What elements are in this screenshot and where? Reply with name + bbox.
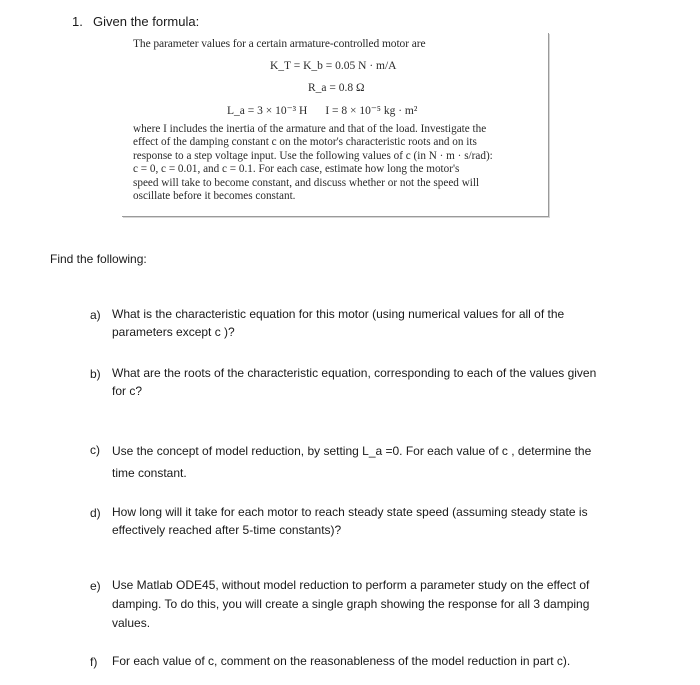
excerpt-line: where I includes the inertia of the armature and that of the load. Investigate the (133, 123, 487, 135)
excerpt-intro: The parameter values for a certain armature-controlled motor are (133, 38, 426, 50)
question-e-text (112, 576, 632, 633)
question-line: for c? (112, 384, 143, 398)
question-line: parameters except c )? (112, 325, 235, 339)
problem-number: 1. (72, 14, 83, 29)
question-d-text (112, 503, 632, 539)
question-line: For each value of c, comment on the reasonableness of the model reduction in part c). (112, 654, 571, 668)
excerpt-line: oscillate before it becomes constant. (133, 190, 296, 203)
question-line: effectively reached after 5-time constants)? (112, 523, 342, 537)
question-a-text (112, 305, 632, 341)
equation-resistance: R_a = 0.8 Ω (308, 82, 365, 94)
question-f-label: f) (90, 655, 98, 669)
equation-inertia: I = 8 × 10⁻⁵ kg · m² (325, 105, 418, 117)
question-c-text (112, 440, 632, 484)
question-f-text (112, 652, 632, 670)
question-line: What is the characteristic equation for this motor (using numerical values for all of the (112, 307, 565, 321)
equation-torque-constant: K_T = K_b = 0.05 N · m/A (270, 60, 397, 72)
excerpt-line: effect of the damping constant c on the motor's characteristic roots and on its (133, 136, 477, 149)
textbook-excerpt (122, 33, 549, 217)
question-line: How long will it take for each motor to reach steady state speed (assuming steady state is (112, 505, 588, 519)
excerpt-line: c = 0, c = 0.01, and c = 0.1. For each case, estimate how long the motor's (133, 163, 460, 176)
question-line: time constant. (112, 466, 187, 480)
find-heading: Find the following: (50, 252, 147, 266)
equation-inductance: L_a = 3 × 10⁻³ H (227, 105, 308, 117)
question-d-label: d) (90, 506, 101, 520)
equation-inductance-inertia (227, 103, 417, 117)
question-line: damping. To do this, you will create a single graph showing the response for all 3 damping (112, 597, 590, 611)
question-e-label: e) (90, 579, 101, 593)
problem-title: Given the formula: (93, 14, 200, 29)
question-line: Use Matlab ODE45, without model reduction to perform a parameter study on the effect of (112, 578, 590, 592)
question-a-label: a) (90, 308, 101, 322)
excerpt-paragraph (133, 123, 543, 203)
question-c-label: c) (90, 443, 100, 457)
question-b-label: b) (90, 367, 101, 381)
question-line: values. (112, 616, 151, 630)
question-line: Use the concept of model reduction, by setting L_a =0. For each value of c , determine the (112, 444, 592, 458)
question-b-text (112, 364, 632, 400)
excerpt-line: speed will take to become constant, and discuss whether or not the speed will (133, 176, 480, 189)
excerpt-line: response to a step voltage input. Use the following values of c (in N · m · s/rad): (133, 149, 493, 162)
question-line: What are the roots of the characteristic equation, corresponding to each of the values given (112, 366, 597, 380)
